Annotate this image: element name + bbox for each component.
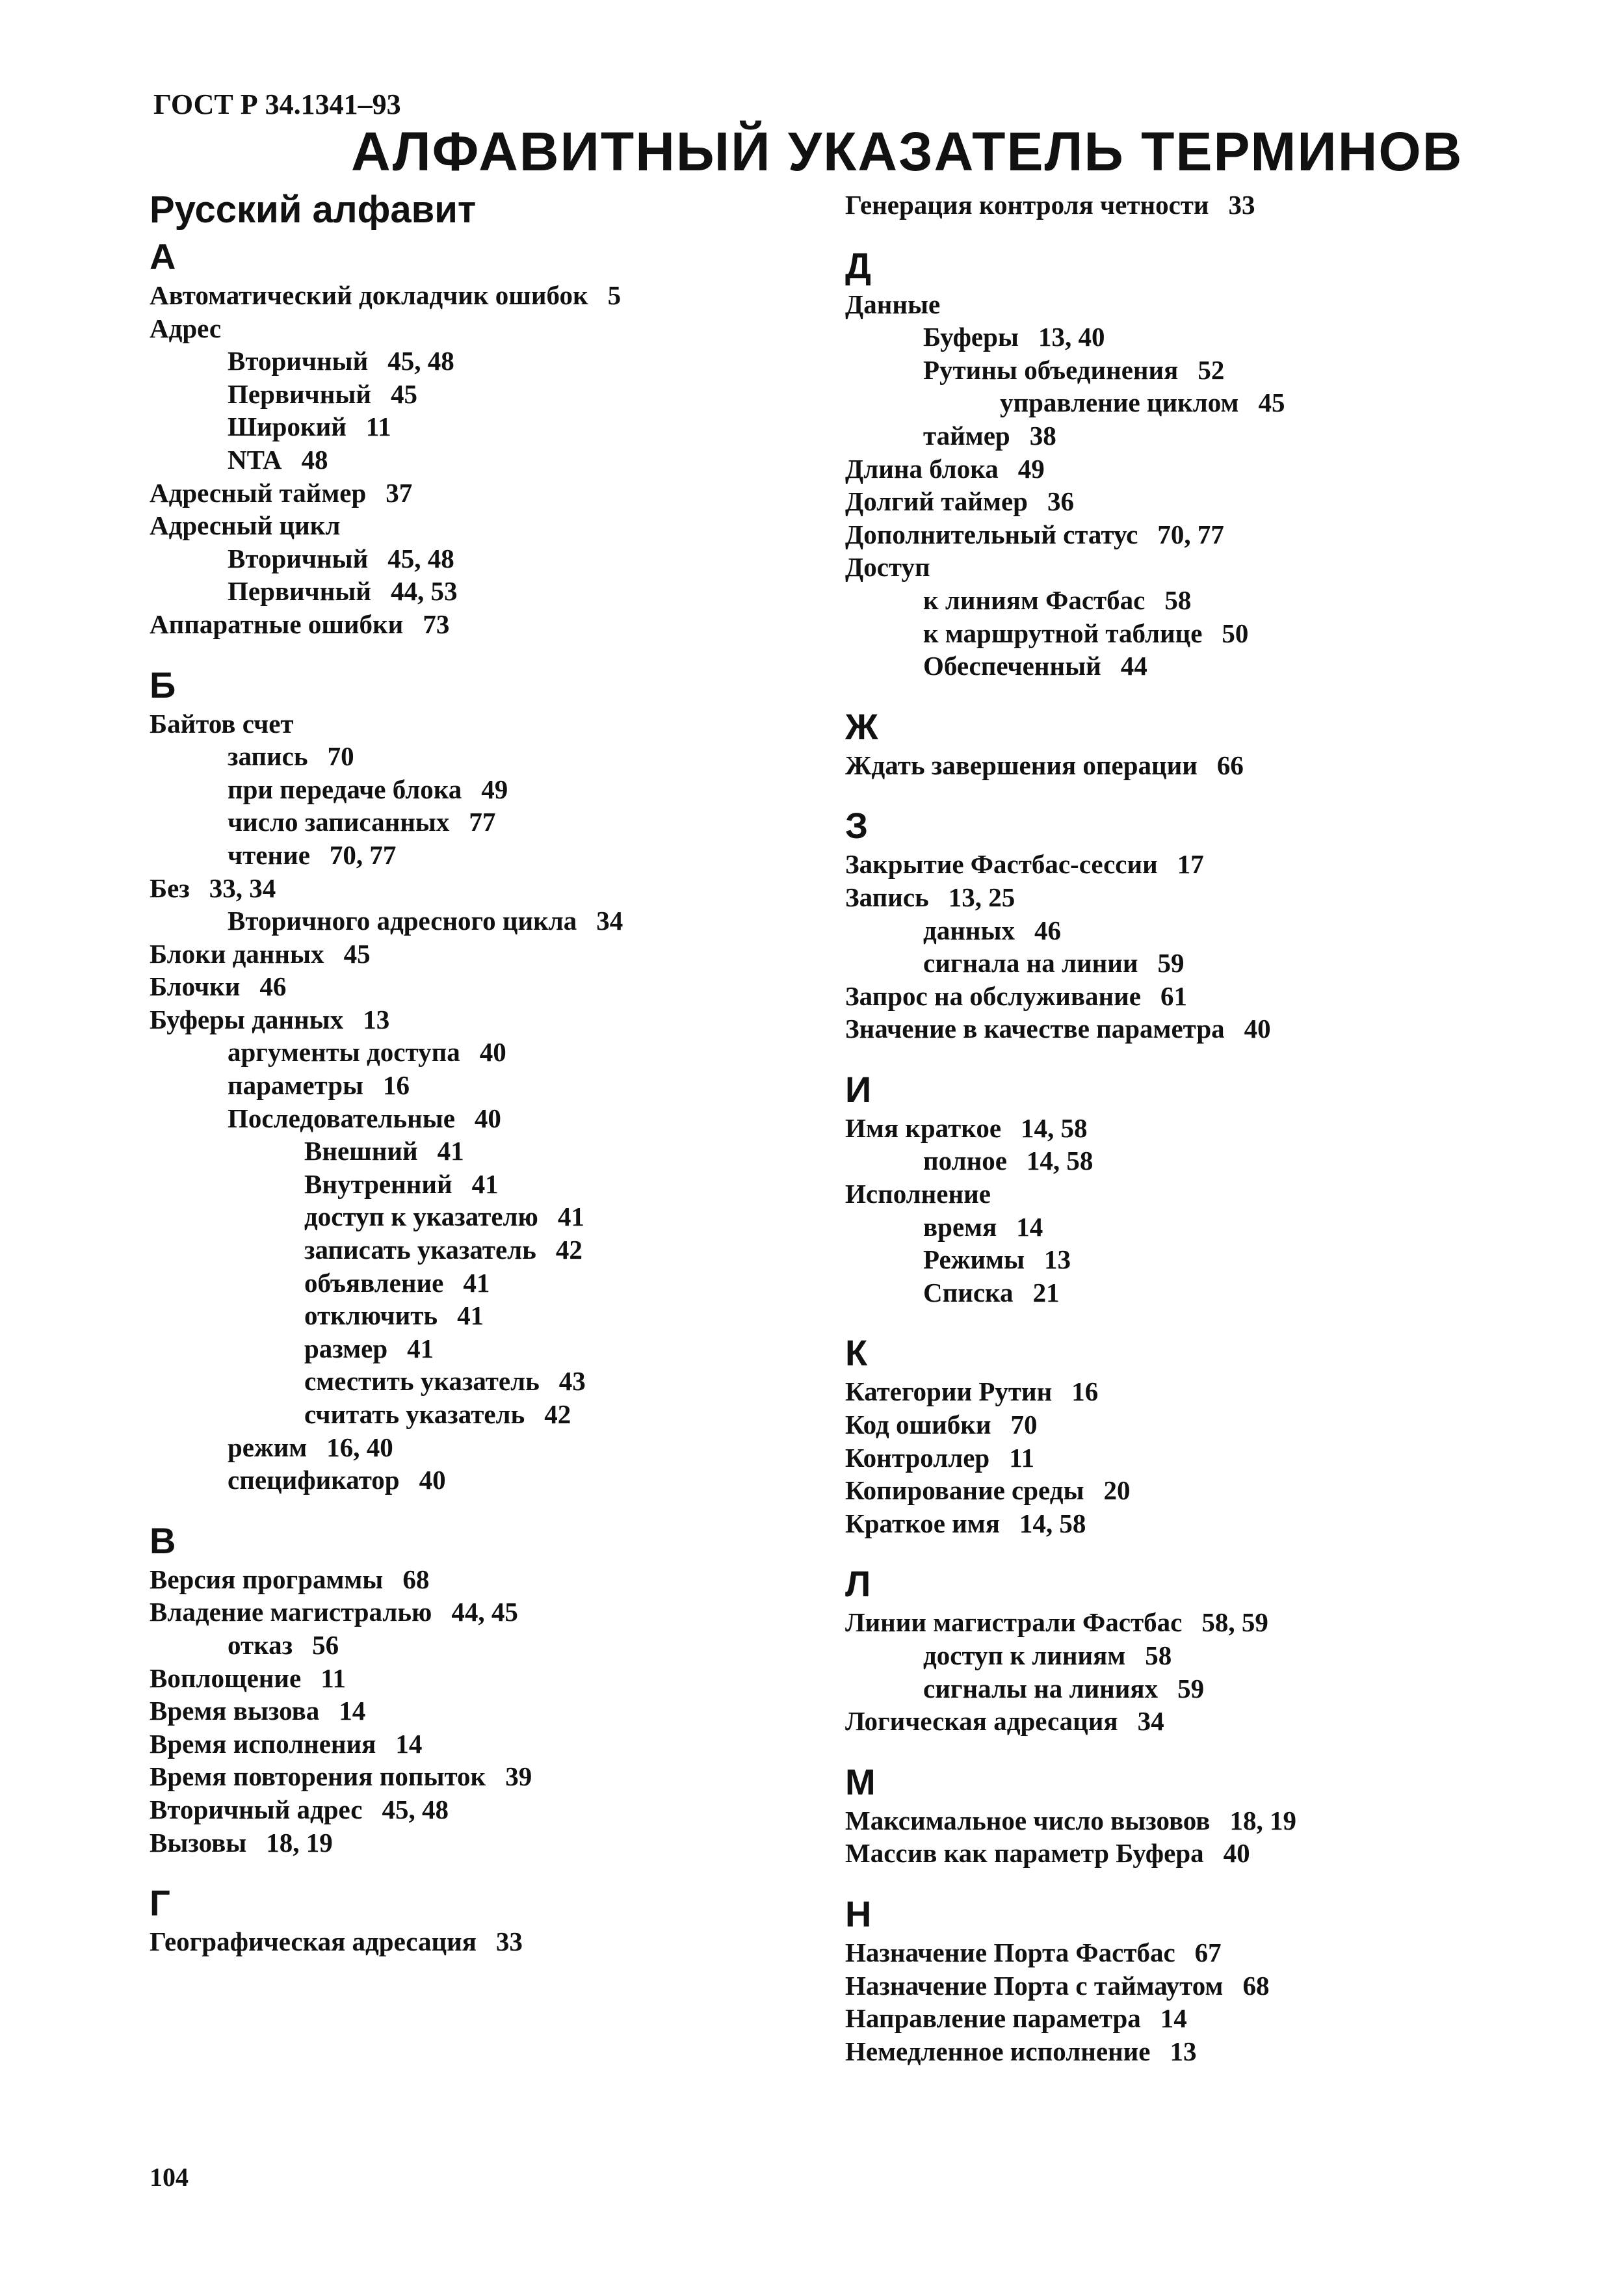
entry-term: Закрытие Фастбас-сессии <box>845 849 1158 880</box>
entry-pages: 33 <box>1228 190 1255 220</box>
entry-pages: 42 <box>544 1399 571 1429</box>
entry-pages: 40 <box>1244 1014 1271 1044</box>
entry-pages: 58 <box>1145 1640 1172 1670</box>
index-entry <box>845 419 1495 453</box>
entry-pages: 41 <box>407 1333 434 1363</box>
section-letter: Г <box>150 1882 170 1924</box>
index-entry <box>150 1200 800 1233</box>
index-entry <box>845 617 1495 650</box>
index-entry <box>845 1012 1495 1045</box>
entry-term: Первичный <box>228 378 372 409</box>
entry-term: Дополнительный статус <box>845 519 1138 549</box>
entry-term: Версия программы <box>150 1564 384 1594</box>
entry-term: NTA <box>228 444 282 475</box>
entry-term: Массив как параметр Буфера <box>845 1838 1204 1869</box>
entry-pages: 34 <box>1137 1706 1164 1737</box>
entry-term: Линии магистрали Фастбас <box>845 1607 1183 1638</box>
entry-term: Назначение Порта Фастбас <box>845 1937 1175 1967</box>
entry-pages: 16, 40 <box>326 1432 393 1462</box>
entry-pages: 13 <box>1170 2036 1197 2066</box>
entry-pages: 14 <box>1160 2003 1187 2034</box>
entry-pages: 14, 58 <box>1026 1146 1094 1176</box>
entry-term: Адрес <box>150 313 222 343</box>
index-entry <box>845 947 1495 980</box>
index-entry <box>150 1299 800 1332</box>
index-entry <box>845 1276 1495 1309</box>
index-entry <box>150 872 800 905</box>
entry-term: Копирование среды <box>845 1475 1084 1506</box>
entry-term: к маршрутной таблице <box>923 618 1203 648</box>
entry-term: Ждать завершения операции <box>845 750 1198 780</box>
entry-term: Внешний <box>304 1136 418 1166</box>
index-entry <box>150 970 800 1003</box>
entry-pages: 16 <box>383 1070 410 1101</box>
index-entry <box>150 1398 800 1431</box>
index-entry <box>845 650 1495 683</box>
index-entry <box>845 1507 1495 1540</box>
entry-pages: 42 <box>555 1235 583 1265</box>
document-code: ГОСТ Р 34.1341–93 <box>153 88 401 120</box>
entry-term: Аппаратные ошибки <box>150 609 404 639</box>
entry-pages: 45 <box>1258 388 1285 418</box>
entry-pages: 45, 48 <box>382 1794 449 1824</box>
entry-term: Географическая адресация <box>150 1926 477 1957</box>
section-letter: Ж <box>845 705 878 747</box>
entry-pages: 49 <box>481 774 508 804</box>
index-entry <box>150 1431 800 1464</box>
index-entry <box>845 1969 1495 2003</box>
entry-pages: 33 <box>495 1926 523 1957</box>
entry-pages: 59 <box>1157 948 1185 979</box>
entry-pages: 11 <box>321 1663 346 1693</box>
entry-term: Вторичного адресного цикла <box>228 906 577 936</box>
entry-pages: 11 <box>1009 1442 1034 1473</box>
index-entry <box>150 477 800 510</box>
entry-term: Запрос на обслуживание <box>845 980 1141 1011</box>
entry-pages: 44, 45 <box>451 1597 518 1627</box>
entry-pages: 34 <box>596 906 623 936</box>
entry-term: Вызовы <box>150 1827 247 1858</box>
entry-pages: 73 <box>423 609 450 639</box>
index-entry <box>150 1596 800 1629</box>
entry-term: управление циклом <box>1000 388 1239 418</box>
entry-term: Доступ <box>845 552 930 583</box>
index-section <box>150 663 800 1497</box>
index-entry <box>845 288 1495 321</box>
entry-term: Без <box>150 873 190 903</box>
entry-term: Категории Рутин <box>845 1376 1053 1407</box>
index-section <box>845 705 1495 782</box>
entry-pages: 39 <box>505 1761 532 1792</box>
entry-pages: 66 <box>1216 750 1244 780</box>
index-entry <box>845 2002 1495 2035</box>
index-entry <box>150 410 800 443</box>
entry-term: Байтов счет <box>150 708 294 739</box>
entry-pages: 77 <box>469 807 496 837</box>
index-section <box>845 189 1495 222</box>
section-letter: Б <box>150 664 176 705</box>
section-letter: Л <box>845 1563 871 1605</box>
entry-pages: 41 <box>437 1136 464 1166</box>
entry-pages: 56 <box>312 1629 339 1660</box>
entry-term: Автоматический докладчик ошибок <box>150 280 588 310</box>
entry-term: Логическая адресация <box>845 1706 1118 1737</box>
index-entry <box>150 279 800 312</box>
index-section <box>150 235 800 641</box>
index-entry <box>150 1793 800 1826</box>
index-entry <box>150 443 800 477</box>
section-letter: Н <box>845 1893 872 1934</box>
index-entry <box>845 1672 1495 1705</box>
entry-term: Немедленное исполнение <box>845 2036 1151 2066</box>
entry-term: Блоки данных <box>150 938 324 969</box>
entry-term: доступ к указателю <box>304 1202 538 1232</box>
entry-pages: 44, 53 <box>391 576 458 607</box>
entry-pages: 18, 19 <box>266 1827 333 1858</box>
index-entry <box>150 1662 800 1695</box>
index-entry <box>150 1332 800 1365</box>
entry-term: Данные <box>845 289 941 319</box>
section-letter: А <box>150 236 176 277</box>
index-entry <box>150 1728 800 1761</box>
entry-pages: 13, 25 <box>948 882 1015 912</box>
entry-term: Время исполнения <box>150 1728 376 1759</box>
index-entry <box>150 312 800 345</box>
index-entry <box>150 1135 800 1168</box>
entry-pages: 45 <box>343 938 371 969</box>
entry-term: объявление <box>304 1267 444 1298</box>
entry-term: Широкий <box>228 412 347 442</box>
entry-pages: 70, 77 <box>329 839 397 870</box>
entry-pages: 50 <box>1222 618 1249 648</box>
entry-term: сместить указатель <box>304 1366 540 1397</box>
entry-term: Направление параметра <box>845 2003 1141 2034</box>
entry-pages: 41 <box>463 1267 490 1298</box>
index-entry <box>845 518 1495 551</box>
index-section <box>845 1562 1495 1737</box>
index-entry <box>845 453 1495 486</box>
entry-term: Режимы <box>923 1244 1025 1275</box>
index-entry <box>150 1563 800 1596</box>
entry-term: режим <box>228 1432 308 1462</box>
index-entry <box>845 1606 1495 1639</box>
entry-term: Адресный цикл <box>150 510 341 541</box>
entry-term: к линиям Фастбас <box>923 585 1146 615</box>
index-entry <box>845 551 1495 584</box>
entry-term: чтение <box>228 839 310 870</box>
index-entry <box>845 749 1495 782</box>
entry-term: Адресный таймер <box>150 477 367 508</box>
entry-pages: 41 <box>557 1202 584 1232</box>
index-entry <box>150 839 800 872</box>
entry-term: Код ошибки <box>845 1410 991 1440</box>
entry-pages: 17 <box>1177 849 1204 880</box>
entry-pages: 40 <box>1223 1838 1250 1869</box>
entry-term: Воплощение <box>150 1663 302 1693</box>
index-entry <box>150 575 800 608</box>
entry-term: параметры <box>228 1070 364 1101</box>
index-entry <box>150 509 800 542</box>
entry-pages: 37 <box>386 477 413 508</box>
entry-term: данных <box>923 915 1015 945</box>
entry-pages: 46 <box>259 971 287 1002</box>
index-section <box>150 1881 800 1958</box>
index-entry <box>150 1629 800 1662</box>
entry-term: Рутины объединения <box>923 354 1179 385</box>
index-entry <box>845 1936 1495 1969</box>
entry-term: Время вызова <box>150 1696 320 1726</box>
entry-pages: 13, 40 <box>1038 322 1105 352</box>
entry-pages: 13 <box>1044 1244 1071 1275</box>
entry-pages: 14 <box>339 1696 366 1726</box>
index-section <box>845 1331 1495 1540</box>
index-entry <box>150 542 800 575</box>
entry-term: Максимальное число вызовов <box>845 1805 1211 1835</box>
index-entry <box>150 1069 800 1102</box>
section-letter: К <box>845 1332 868 1374</box>
entry-pages: 45 <box>391 378 418 409</box>
index-entry <box>845 1211 1495 1244</box>
entry-term: Долгий таймер <box>845 486 1028 517</box>
entry-term: Контроллер <box>845 1442 990 1473</box>
entry-pages: 5 <box>607 280 622 310</box>
entry-term: Значение в качестве параметра <box>845 1014 1225 1044</box>
entry-term: Буферы <box>923 322 1019 352</box>
entry-pages: 16 <box>1071 1376 1099 1407</box>
section-letter: Д <box>845 244 871 286</box>
entry-term: размер <box>304 1333 388 1363</box>
entry-pages: 21 <box>1032 1277 1060 1308</box>
entry-term: Вторичный <box>228 346 369 376</box>
entry-term: Длина блока <box>845 453 999 484</box>
index-entry <box>845 914 1495 947</box>
entry-term: при передаче блока <box>228 774 462 804</box>
entry-pages: 40 <box>474 1103 501 1133</box>
entry-pages: 44 <box>1120 651 1147 681</box>
entry-pages: 40 <box>479 1037 506 1068</box>
entry-pages: 52 <box>1198 354 1225 385</box>
entry-pages: 20 <box>1103 1475 1131 1506</box>
alphabet-heading: Русский алфавит <box>150 189 477 231</box>
entry-term: Буферы данных <box>150 1004 344 1034</box>
index-entry <box>150 740 800 773</box>
index-entry <box>845 1375 1495 1408</box>
index-section <box>845 1068 1495 1309</box>
entry-term: Время повторения попыток <box>150 1761 486 1792</box>
entry-pages: 59 <box>1177 1673 1205 1703</box>
entry-pages: 41 <box>471 1168 499 1199</box>
index-entry <box>845 1804 1495 1837</box>
index-section <box>150 1519 800 1859</box>
index-entry <box>845 485 1495 518</box>
entry-pages: 46 <box>1034 915 1061 945</box>
entry-term: Краткое имя <box>845 1508 1000 1538</box>
entry-pages: 38 <box>1029 420 1056 451</box>
entry-pages: 58, 59 <box>1201 1607 1268 1638</box>
index-entry <box>150 1826 800 1860</box>
entry-term: Обеспеченный <box>923 651 1101 681</box>
section-letter: З <box>845 805 869 847</box>
index-entry <box>150 707 800 741</box>
entry-term: Вторичный <box>228 543 369 573</box>
entry-pages: 14 <box>1016 1211 1043 1242</box>
entry-term: Первичный <box>228 576 372 607</box>
index-column-right <box>845 189 1495 2090</box>
entry-pages: 68 <box>402 1564 430 1594</box>
entry-pages: 70, 77 <box>1157 519 1224 549</box>
left-sections <box>150 235 800 1958</box>
index-entry <box>150 378 800 411</box>
index-section <box>845 1760 1495 1870</box>
entry-pages: 70 <box>327 741 354 772</box>
index-entry <box>150 345 800 378</box>
entry-term: полное <box>923 1146 1007 1176</box>
index-entry <box>150 1760 800 1793</box>
index-entry <box>150 938 800 971</box>
index-entry <box>150 1233 800 1267</box>
entry-term: таймер <box>923 420 1010 451</box>
entry-pages: 70 <box>1010 1410 1038 1440</box>
entry-term: аргументы доступа <box>228 1037 460 1068</box>
index-entry <box>845 848 1495 881</box>
entry-pages: 45, 48 <box>387 346 454 376</box>
index-entry <box>150 1925 800 1958</box>
index-entry <box>150 1694 800 1728</box>
entry-pages: 41 <box>457 1300 484 1331</box>
index-column-left <box>150 185 800 1980</box>
entry-pages: 36 <box>1047 486 1074 517</box>
index-entry <box>845 1441 1495 1475</box>
entry-pages: 45, 48 <box>387 543 454 573</box>
index-entry <box>845 189 1495 222</box>
entry-pages: 49 <box>1017 453 1045 484</box>
entry-pages: 43 <box>558 1366 586 1397</box>
entry-term: запись <box>228 741 308 772</box>
entry-term: Запись <box>845 882 929 912</box>
index-section <box>845 1892 1495 2068</box>
entry-term: отказ <box>228 1629 293 1660</box>
entry-pages: 68 <box>1242 1970 1270 2001</box>
index-entry <box>845 1112 1495 1145</box>
index-section <box>845 804 1495 1045</box>
entry-term: отключить <box>304 1300 438 1331</box>
section-letter: М <box>845 1761 876 1802</box>
entry-term: Внутренний <box>304 1168 452 1199</box>
index-entry <box>150 1003 800 1036</box>
index-entry <box>150 1464 800 1497</box>
page-title: АЛФАВИТНЫЙ УКАЗАТЕЛЬ ТЕРМИНОВ <box>351 121 1463 182</box>
entry-pages: 58 <box>1164 585 1192 615</box>
index-entry <box>845 1408 1495 1441</box>
entry-term: Имя краткое <box>845 1112 1002 1143</box>
entry-term: Генерация контроля четности <box>845 190 1209 220</box>
entry-term: записать указатель <box>304 1235 536 1265</box>
entry-pages: 13 <box>363 1004 390 1034</box>
section-letter: В <box>150 1519 176 1561</box>
entry-pages: 48 <box>301 444 328 475</box>
entry-pages: 18, 19 <box>1229 1805 1296 1835</box>
index-entry <box>150 904 800 938</box>
entry-pages: 67 <box>1194 1937 1222 1967</box>
index-entry <box>845 321 1495 354</box>
entry-term: Владение магистралью <box>150 1597 432 1627</box>
entry-term: считать указатель <box>304 1399 525 1429</box>
entry-term: число записанных <box>228 807 450 837</box>
right-sections <box>845 189 1495 2068</box>
index-entry <box>845 1639 1495 1672</box>
index-entry <box>845 2035 1495 2068</box>
index-entry <box>845 584 1495 617</box>
index-entry <box>150 1036 800 1069</box>
entry-term: Последовательные <box>228 1103 455 1133</box>
entry-pages: 14 <box>395 1728 423 1759</box>
section-letter: И <box>845 1068 872 1110</box>
index-entry <box>150 608 800 641</box>
index-entry <box>845 1177 1495 1211</box>
entry-term: сигналы на линиях <box>923 1673 1159 1703</box>
entry-term: спецификатор <box>228 1465 400 1495</box>
entry-term: время <box>923 1211 997 1242</box>
index-entry <box>150 1102 800 1135</box>
entry-term: Исполнение <box>845 1179 991 1209</box>
entry-pages: 61 <box>1160 980 1187 1011</box>
index-entry <box>845 1705 1495 1738</box>
entry-term: Назначение Порта с таймаутом <box>845 1970 1224 2001</box>
index-entry <box>845 354 1495 387</box>
entry-term: доступ к линиям <box>923 1640 1126 1670</box>
index-entry <box>150 1267 800 1300</box>
index-entry <box>150 1365 800 1398</box>
entry-term: сигнала на линии <box>923 948 1138 979</box>
entry-term: Списка <box>923 1277 1014 1308</box>
index-section <box>845 244 1495 683</box>
index-entry <box>150 806 800 839</box>
index-entry <box>845 1837 1495 1870</box>
index-entry <box>845 386 1495 419</box>
index-entry <box>150 773 800 806</box>
entry-term: Блочки <box>150 971 241 1002</box>
index-entry <box>845 980 1495 1013</box>
entry-pages: 33, 34 <box>209 873 276 903</box>
index-entry <box>845 1243 1495 1276</box>
entry-pages: 14, 58 <box>1021 1112 1088 1143</box>
entry-pages: 40 <box>419 1465 446 1495</box>
entry-pages: 11 <box>365 412 391 442</box>
index-entry <box>845 1144 1495 1177</box>
index-entry <box>845 1474 1495 1507</box>
entry-term: Вторичный адрес <box>150 1794 363 1824</box>
index-entry <box>845 881 1495 914</box>
page-number: 104 <box>150 2163 189 2192</box>
entry-pages: 14, 58 <box>1019 1508 1086 1538</box>
index-entry <box>150 1168 800 1201</box>
